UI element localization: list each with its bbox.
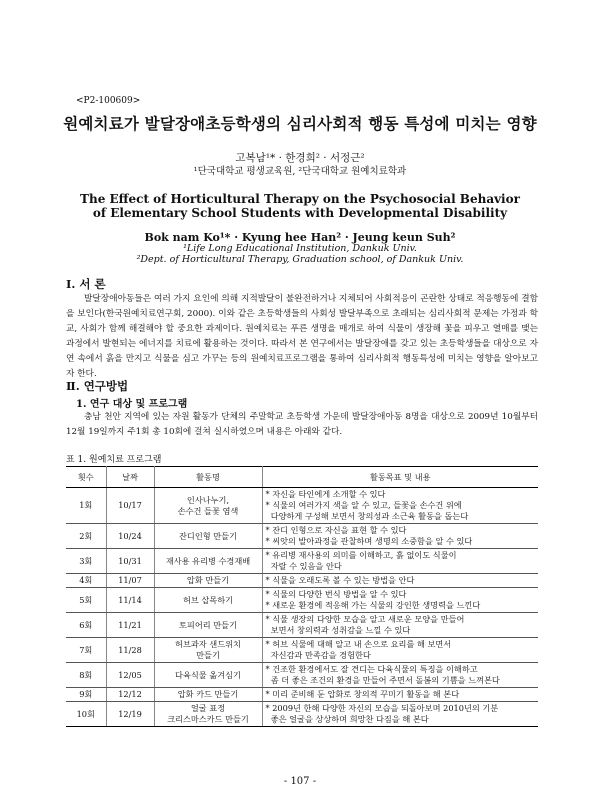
goal-line: * 미리 준비해 둔 압화로 창의적 꾸미기 활동을 해 본다	[265, 689, 460, 699]
title-english	[0, 192, 600, 220]
goal-line: * 새로운 환경에 적응해 가는 식물의 강인한 생명력을 느낀다	[265, 600, 481, 610]
goal-line: 보면서 창의력과 성취감을 느낄 수 있다	[265, 625, 411, 635]
program-table	[66, 466, 538, 727]
cell-date: 12/05	[106, 663, 154, 688]
header-date: 날짜	[106, 467, 154, 488]
cell-session: 9회	[66, 688, 106, 702]
header-goals: 활동목표 및 내용	[262, 467, 538, 488]
cell-activity	[154, 588, 262, 613]
activity-line: 잔디인형 만들기	[179, 530, 237, 541]
activity-line: 허브 삽목하기	[182, 594, 234, 605]
page-number: - 107 -	[283, 776, 317, 787]
affiliation-english-line1: ¹Life Long Educational Institution, Dankuk Univ.	[183, 243, 417, 254]
goal-line: * 식물 생장의 다양한 모습을 알고 새로운 모양을 만들어	[265, 614, 465, 624]
cell-date: 12/19	[106, 702, 154, 727]
goal-line: 좀 더 좋은 조건의 환경을 만들어 주면서 돌봄의 기쁨을 느껴본다	[265, 675, 500, 685]
goal-line: * 2009년 한해 다양한 자신의 모습을 되돌아보며 2010년의 기분	[265, 703, 499, 713]
cell-session: 4회	[66, 574, 106, 588]
activity-line: 재사용 유리병 수경재배	[165, 555, 251, 566]
activity-line: 토피어리 만들기	[179, 619, 237, 630]
goal-line: * 자신을 타인에게 소개할 수 있다	[265, 489, 386, 499]
table-row	[66, 588, 538, 613]
cell-activity	[154, 613, 262, 638]
table-row	[66, 663, 538, 688]
cell-goals	[262, 588, 538, 613]
goal-line: 다양하게 구성해 보면서 창의성과 소근육 활동을 돕는다	[265, 511, 469, 521]
header-activity: 활동명	[154, 467, 262, 488]
goal-line: * 잔디 인형으로 자신을 표현 할 수 있다	[265, 525, 407, 535]
cell-activity	[154, 549, 262, 574]
goal-line: * 식물을 오래도록 볼 수 있는 방법을 안다	[265, 575, 415, 585]
header-session: 횟수	[66, 467, 106, 488]
intro-paragraph: 발달장애아동들은 여러 가지 요인에 의해 지적발달이 불완전하거나 지체되어 사회적응이 곤란한 상태로 적응행동에 결함을 보인다(한국원예치료연구회, 2000). 이와 같은 초등학생들의 사회성 발달부족으로 초래되는 심리사회적 문제는 가정과 학교, 사회가 함께 해결해야 할 중요한 과제이다. 원예치료는 푸른 생명을 매개로 하여 식물이 생장해 꽃을 피우고 열매를 맺는 과정에서 발현되는 에너지를 치료에 활용하는 것이다. 따라서 본 연구에서는 발달장애를 갖고 있는 초등학생들을 대상으로 자연 속에서 흙을 만지고 식물을 심고 가꾸는 등의 원예치료프로그램을 통하여 심리사회적 행동특성에 미치는 영향을 알아보고자 한다.	[66, 294, 538, 379]
cell-activity	[154, 663, 262, 688]
activity-line: 다육식물 옮겨심기	[175, 669, 241, 680]
cell-activity	[154, 638, 262, 663]
activity-line: 압화 카드 만들기	[177, 689, 239, 699]
activity-line: 압화 만들기	[186, 575, 230, 585]
goal-line: * 건조한 환경에서도 잘 견디는 다육식물의 특징을 이해하고	[265, 664, 478, 674]
activity-line: 손수건 들꽃 염색	[177, 505, 239, 516]
title-english-line1: The Effect of Horticultural Therapy on the Psychosocial Behavior	[80, 192, 520, 206]
cell-date: 12/12	[106, 688, 154, 702]
cell-activity	[154, 524, 262, 549]
cell-date: 11/07	[106, 574, 154, 588]
activity-line: 만들기	[196, 650, 220, 660]
goal-line: 좋은 얼굴을 상상하며 희망찬 다짐을 해 본다	[265, 714, 429, 724]
cell-session: 8회	[66, 663, 106, 688]
cell-goals	[262, 488, 538, 524]
cell-goals	[262, 549, 538, 574]
table-row	[66, 574, 538, 588]
affiliation-english	[0, 243, 600, 265]
activity-line: 얼굴 표정	[190, 703, 226, 713]
cell-date: 11/14	[106, 588, 154, 613]
table-row	[66, 688, 538, 702]
cell-goals	[262, 638, 538, 663]
table-header-row	[66, 467, 538, 488]
cell-goals	[262, 702, 538, 727]
cell-date: 10/24	[106, 524, 154, 549]
affiliation-korean: ¹단국대학교 평생교육원, ²단국대학교 원예치료학과	[193, 166, 407, 177]
affiliation-english-line2: ²Dept. of Horticultural Therapy, Graduation school, of Dankuk Univ.	[136, 254, 464, 265]
title-english-line2: of Elementary School Students with Developmental Disability	[92, 206, 508, 220]
cell-goals	[262, 688, 538, 702]
cell-session: 2회	[66, 524, 106, 549]
intro-heading: I. 서 론	[66, 277, 106, 291]
goal-line: * 허브 식물에 대해 알고 내 손으로 요리를 해 보면서	[265, 639, 452, 649]
cell-activity	[154, 702, 262, 727]
cell-session: 3회	[66, 549, 106, 574]
cell-goals	[262, 613, 538, 638]
goal-line: 자신감과 만족감을 경험한다	[265, 650, 371, 660]
cell-session: 5회	[66, 588, 106, 613]
cell-activity	[154, 488, 262, 524]
table-row	[66, 702, 538, 727]
activity-line: 크리스마스카드 만들기	[167, 714, 249, 724]
table-row	[66, 524, 538, 549]
cell-goals	[262, 524, 538, 549]
cell-date: 10/31	[106, 549, 154, 574]
cell-session: 6회	[66, 613, 106, 638]
authors-english: Bok nam Ko¹* · Kyung hee Han² · Jeung keun Suh²	[144, 231, 456, 244]
goal-line: * 씨앗의 발아과정을 관찰하며 생명의 소중함을 알 수 있다	[265, 536, 473, 546]
methods-paragraph: 충남 천안 지역에 있는 자원 활동가 단체의 주말학교 초등학생 가운데 발달장애아동 8명을 대상으로 2009년 10월부터 12월 19일까지 주1회 총 10회에 걸쳐 실시하였으며 내용은 아래와 같다.	[66, 412, 538, 437]
goal-line: * 유리병 재사용의 의미를 이해하고, 흙 없이도 식물이	[265, 550, 457, 560]
goal-line: * 식물의 여러가지 색을 알 수 있고, 들꽃을 손수건 위에	[265, 500, 462, 510]
subsection-heading: 1. 연구 대상 및 프로그램	[76, 399, 188, 410]
methods-heading: Ⅱ. 연구방법	[66, 379, 129, 393]
table-row	[66, 549, 538, 574]
table-row	[66, 613, 538, 638]
goal-line: * 식물의 다양한 번식 방법을 알 수 있다	[265, 589, 407, 599]
cell-goals	[262, 663, 538, 688]
table-row	[66, 488, 538, 524]
title-korean: 원예치료가 발달장애초등학생의 심리사회적 행동 특성에 미치는 영향	[63, 114, 537, 133]
cell-session: 1회	[66, 488, 106, 524]
authors-korean: 고복남¹* · 한경희² · 서정근²	[235, 152, 365, 164]
goal-line: 자랄 수 있음을 안다	[265, 561, 342, 571]
cell-activity	[154, 574, 262, 588]
cell-date: 10/17	[106, 488, 154, 524]
table-row	[66, 638, 538, 663]
cell-session: 10회	[66, 702, 106, 727]
activity-line: 인사나누기,	[186, 494, 230, 505]
activity-line: 허브과자 샌드위치	[175, 639, 241, 649]
cell-session: 7회	[66, 638, 106, 663]
cell-date: 11/28	[106, 638, 154, 663]
cell-date: 11/21	[106, 613, 154, 638]
cell-activity	[154, 688, 262, 702]
table-caption: 표 1. 원예치료 프로그램	[66, 455, 162, 465]
abstract-code: <P2-100609>	[76, 96, 141, 106]
cell-goals	[262, 574, 538, 588]
